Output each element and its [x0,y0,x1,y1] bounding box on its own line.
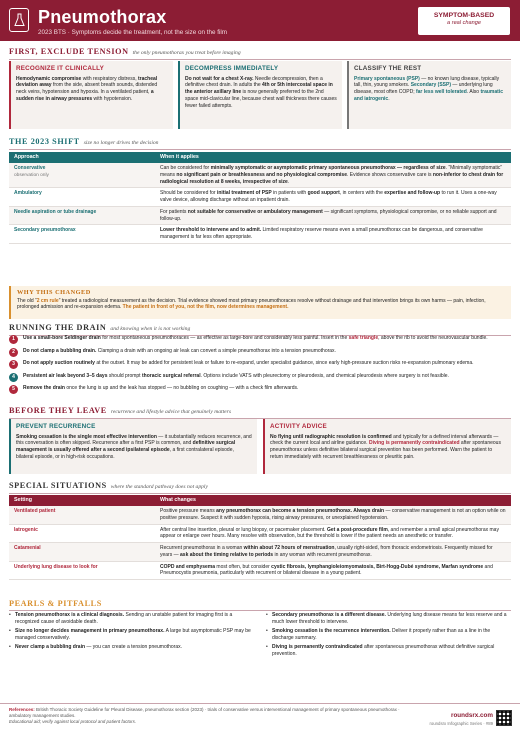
section-exclude-tension [9,46,511,60]
card-recognize [9,61,173,129]
list-item: 3 Do not apply suction routinely at the outset. It may be added for persistent leak or failure to re-expand, under specialist guidance, since early high-pressure suction risks re-expansion pulmonary edema. [9,360,511,369]
section-before-leave [9,405,511,419]
table-row: Secondary pneumothorax Lower threshold to intervene and to admit. Limited respiratory reserve means even a small pneumothorax can be dangerous, and conservative management is far less often appropriate. [9,225,511,244]
col-header: Approach [9,152,155,163]
section-subtitle: the only pneumothorax you treat before imaging [132,50,241,56]
card-decompress [178,61,342,129]
section-running-drain [9,322,511,336]
section-title: SPECIAL SITUATIONS [9,481,107,490]
col-header: What changes [155,495,511,506]
card-body: Smoking cessation is the single most effective intervention — it substantially reduces recurrence, and this conversation is often skipped. Recurrence after a first PSP is common, and definitive surgical management is usually offered after a second ipsilateral episode, a first contralateral episode, bilateral episode, or in high-risk occupations. [16,433,252,460]
why-title: WHY THIS CHANGED [17,289,91,296]
card-body: Primary spontaneous (PSP) — no known lung disease, typically tall, thin, young smokers. Secondary (SSP) — underlying lung disease, most often COPD; far less well tolerated. Also traumatic and iatrogenic. [354,75,503,102]
section-subtitle: and knowing when it is not working [110,326,191,332]
disclaimer: Educational aid; verify against local protocol and patient factors. [9,719,137,725]
table-row: Catamenial Recurrent pneumothorax in a woman within about 72 hours of menstruation, usually right-sided, from thoracic endometriosis. Frequently missed for years — ask about the timing relative to periods in any woman with recurrent pneumothorax. [9,543,511,562]
section-pearls-pitfalls [9,598,511,611]
list-item: • Tension pneumothorax is a clinical diagnosis. Sending an unstable patient for imaging first is a recognized cause of avoidable death. [9,612,254,626]
list-item: 5 Remove the drain once the lung is up and the leak has stopped — no bubbling on coughing — with a check film afterwards. [9,385,511,394]
col-header: Setting [9,495,155,506]
section-2023-shift [9,136,511,150]
table-row: Ambulatory Should be considered for initial treatment of PSP in patients with good support, in centers with the expertise and follow-up to run it. Uses a one-way valve device, allowing discharge without an inpatient drain. [9,188,511,207]
list-item: 1 Use a small-bore Seldinger drain for most spontaneous pneumothoraces — as effective as large-bore and considerably less painful. Insert in the safe triangle, above the rib to avoid the neurovascular bundle. [9,335,511,344]
references: References: British Thoracic Society Guideline for Pleural Disease, pneumothorax section (2023) · trials of conservative versus interventional management of primary spontaneous pneumothorax · ambulatory management studies. Educational aid; verify against local protocol and patient factors. [9,707,400,725]
list-item: • Secondary pneumothorax is a different disease. Underlying lung disease means far less reserve and a much lower threshold to intervene. [266,612,511,626]
card-title: CLASSIFY THE REST [354,65,422,72]
flask-logo-icon [9,8,29,32]
card-activity-advice [263,419,511,474]
section-title: THE 2023 SHIFT [9,137,80,146]
card-body: Do not wait for a chest X-ray. Needle decompression, then a definitive chest drain. In adults the 4th or 5th intercostal space in the anterior axillary line is now generally preferred to the 2nd space mid-clavicular line, because chest wall thickness there causes fewer failed attempts. [185,75,337,109]
card-body: Hemodynamic compromise with respiratory distress, tracheal deviation away from the side, absent breath sounds, distended neck veins, hypotension and hypoxia. In a ventilated patient, a sudden rise in airway pressures with hypotension. [16,75,158,102]
section-subtitle: recurrence and lifestyle advice that genuinely matters [110,409,231,415]
card-prevent-recurrence [9,419,257,474]
series-label: roundsrx Infographic Series · #89 [429,721,493,726]
card-title: PREVENT RECURRENCE [16,423,96,430]
footer [0,703,520,736]
table-row: Iatrogenic After central line insertion, pleural or lung biopsy, or pacemaker placement. Get a post-procedure film, and remember a small apical pneumothorax may appear or enlarge over hours. Many resolve with observation, but the threshold is lower if the patient needs an anesthetic or transfer. [9,524,511,543]
page-subtitle: 2023 BTS · Symptoms decide the treatment, not the size on the film [38,29,227,36]
why-this-changed-box [9,286,511,319]
special-situations-table [9,495,511,580]
list-item: • Smoking cessation is the recurrence intervention. Deliver it properly rather than as a line in the discharge summary. [266,628,511,642]
list-item: • Never clamp a bubbling drain — you can create a tension pneumothorax. [9,644,254,651]
pearls-left-column [9,612,254,660]
card-title: DECOMPRESS IMMEDIATELY [185,65,279,72]
step-number: 5 [9,385,18,394]
pearls-right-column [266,612,511,660]
col-header: When it applies [155,152,511,163]
card-body: No flying until radiographic resolution is confirmed and typically for a defined interval afterwards — check the current local and airline guidance. Diving is permanently contraindicated after spontaneous pneumothorax unless definitive bilateral surgical prevention has been performed. Warn the patient to return immediately with recurrent breathlessness or pleuritic pain. [270,433,501,460]
section-title: PEARLS & PITFALLS [9,599,102,608]
qr-code-icon [496,710,512,726]
card-title: ACTIVITY ADVICE [270,423,327,430]
page-title: Pneumothorax [38,7,167,27]
section-special-situations [9,480,511,494]
step-number: 3 [9,360,18,369]
card-classify [347,61,511,129]
drain-steps-list [9,335,511,398]
section-title: FIRST, EXCLUDE TENSION [9,47,129,56]
badge-title: SYMPTOM-BASED [433,12,495,19]
list-item: 4 Persistent air leak beyond 3–5 days should prompt thoracic surgical referral. Options include VATS with pleurectomy or pleurodesis, and chemical pleurodesis where surgery is not feasible. [9,373,511,382]
section-title: RUNNING THE DRAIN [9,323,107,332]
symptom-based-badge [418,7,510,35]
table-row: Ventilated patient Positive pressure means any pneumothorax can become a tension pneumothorax. Always drain — conservative management is not an option while on positive pressure. Suspect it with sudden hypoxia, rising airway pressures, or unexplained hypotension. [9,506,511,524]
list-item: 2 Do not clamp a bubbling drain. Clamping a drain with an ongoing air leak can convert a simple pneumothorax into a tension pneumothorax. [9,348,511,357]
step-number: 4 [9,373,18,382]
table-row: Underlying lung disease to look for COPD and emphysema most often, but consider cystic fibrosis, lymphangioleiomyomatosis, Birt-Hogg-Dubé syndrome, Marfan syndrome and Pneumocystis pneumonia, particularly with recurrent or bilateral disease in a young patient. [9,561,511,580]
badge-subtitle: a real change [447,20,481,27]
shift-table [9,152,511,244]
step-number: 2 [9,348,18,357]
card-title: RECOGNIZE IT CLINICALLY [16,65,104,72]
table-row: Needle aspiration or tube drainage For patients not suitable for conservative or ambulatory management — significant symptoms, physiological compromise, or no reliable support and follow-up. [9,206,511,225]
pearls-list [9,612,511,660]
header-banner [0,0,520,41]
section-subtitle: size no longer drives the decision [83,140,159,146]
step-number: 1 [9,335,18,344]
site-link[interactable]: roundsrx.com [451,712,493,719]
list-item: • Diving is permanently contraindicated after spontaneous pneumothorax without definitive surgical prevention. [266,644,511,658]
why-body: The old “2 cm rule” treated a radiological measurement as the decision. Trial evidence showed most primary pneumothoraces resolve without drainage and that intervention brings its own harms — pain, infection, prolonged admission and re-expansion edema. The patient in front of you, not the film, now determines management. [17,297,486,311]
section-title: BEFORE THEY LEAVE [9,406,107,415]
table-row: Conservative observation only Can be considered for minimally symptomatic or asymptomatic primary spontaneous pneumothorax — regardless of size. “Minimally symptomatic” means no significant pain or breathlessness and no physiological compromise. Evidence shows conservative care is non-inferior to chest drain for radiological resolution at 8 weeks, irrespective of size. [9,163,511,188]
list-item: • Size no longer decides management in primary pneumothorax. A large but asymptomatic PSP may be managed conservatively. [9,628,254,642]
section-subtitle: where the standard pathway does not apply [110,484,208,490]
